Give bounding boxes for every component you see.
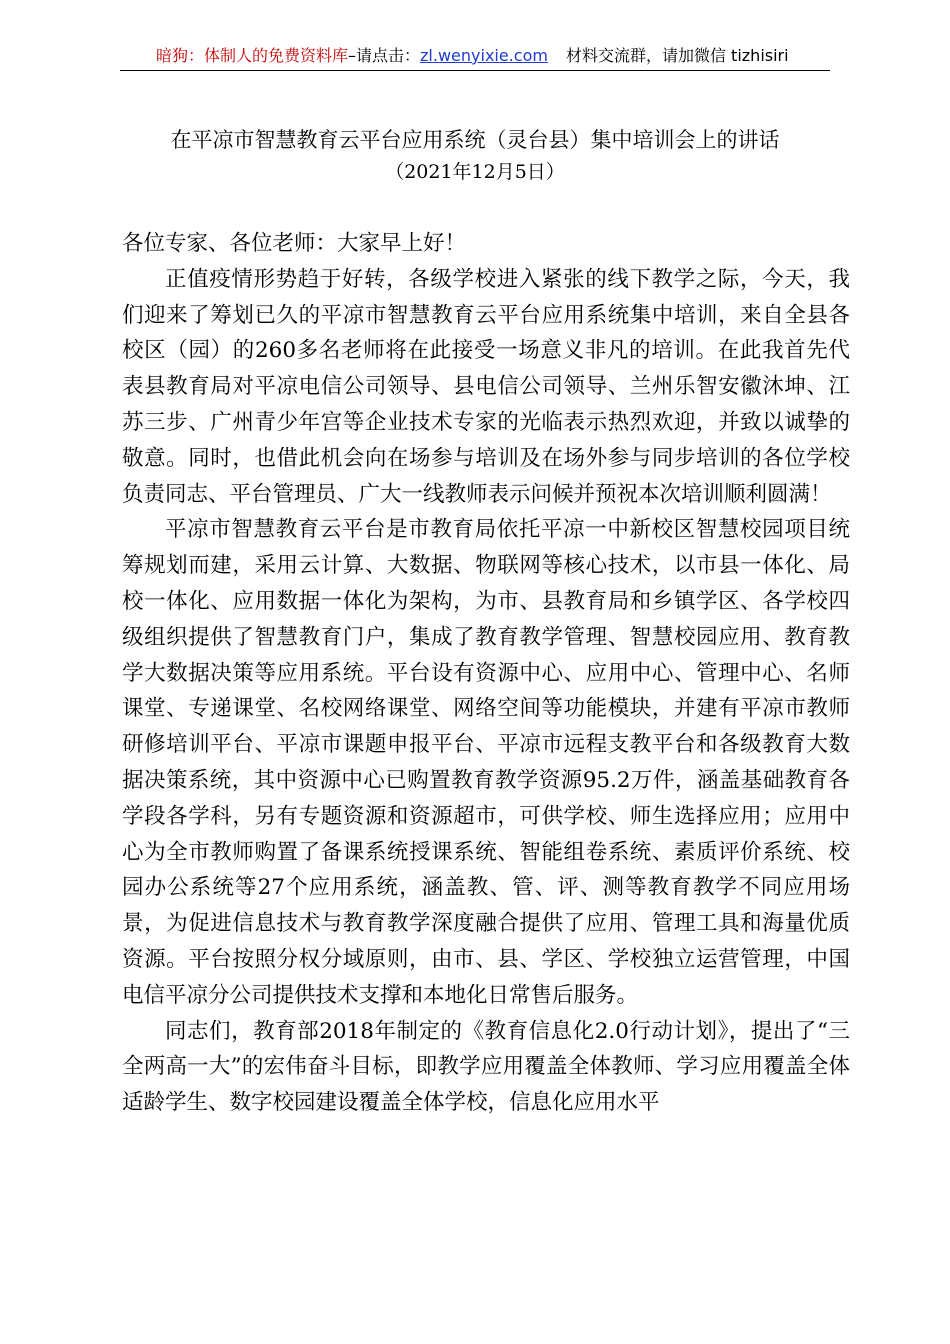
header-link[interactable]: zl.wenyixie.com [420, 46, 548, 65]
document-date: （2021年12月5日） [385, 161, 565, 183]
paragraph: 同志们，教育部2018年制定的《教育信息化2.0行动计划》，提出了“三全两高一大”的宏伟奋斗目标，即教学应用覆盖全体教师、学习应用覆盖全体适龄学生、数字校园建设覆盖全体学校，信息化应用水平 [122, 1018, 850, 1116]
document-body [122, 226, 850, 1121]
document-title: 在平凉市智慧教育云平台应用系统（灵台县）集中培训会上的讲话 [170, 128, 780, 152]
header-group-notice: 材料交流群，请加微信 tizhisiri [565, 46, 789, 65]
greeting: 各位专家、各位老师：大家早上好！ [122, 231, 467, 256]
header-prompt: –请点击： [348, 46, 421, 65]
paragraph: 平凉市智慧教育云平台是市教育局依托平凉一中新校区智慧校园项目统筹规划而建，采用云计算、大数据、物联网等核心技术，以市县一体化、局校一体化、应用数据一体化为架构，为市、县教育局和乡镇学区、各学校四级组织提供了智慧教育门户，集成了教育教学管理、智慧校园应用、教育教学大数据决策等应用系统。平台设有资源中心、应用中心、管理中心、名师课堂、专递课堂、名校网络课堂、网络空间等功能模块，并建有平凉市教师研修培训平台、平凉市课题申报平台、平凉市远程支教平台和各级教育大数据决策系统，其中资源中心已购置教育教学资源95.2万件，涵盖基础教育各学段各学科，另有专题资源和资源超市，可供学校、师生选择应用；应用中心为全市教师购置了备课系统授课系统、智能组卷系统、素质评价系统、校园办公系统等27个应用系统，涵盖教、管、评、测等教育教学不同应用场景，为促进信息技术与教育教学深度融合提供了应用、管理工具和海量优质资源。平台按照分权分域原则，由市、县、学区、学校独立运营管理，中国电信平凉分公司提供技术支撑和本地化日常售后服务。 [122, 517, 850, 1008]
page-header [120, 44, 830, 71]
header-brand: 暗狗：体制人的免费资料库 [156, 46, 349, 65]
paragraph: 正值疫情形势趋于好转，各级学校进入紧张的线下教学之际，今天，我们迎来了筹划已久的平凉市智慧教育云平台应用系统集中培训，来自全县各校区（园）的260多名老师将在此接受一场意义非凡的培训。在此我首先代表县教育局对平凉电信公司领导、县电信公司领导、兰州乐智安徽沐坤、江苏三步、广州青少年宫等企业技术专家的光临表示热烈欢迎，并致以诚挚的敬意。同时，也借此机会向在场参与培训及在场外参与同步培训的各位学校负责同志、平台管理员、广大一线教师表示问候并预祝本次培训顺利圆满！ [122, 266, 850, 507]
